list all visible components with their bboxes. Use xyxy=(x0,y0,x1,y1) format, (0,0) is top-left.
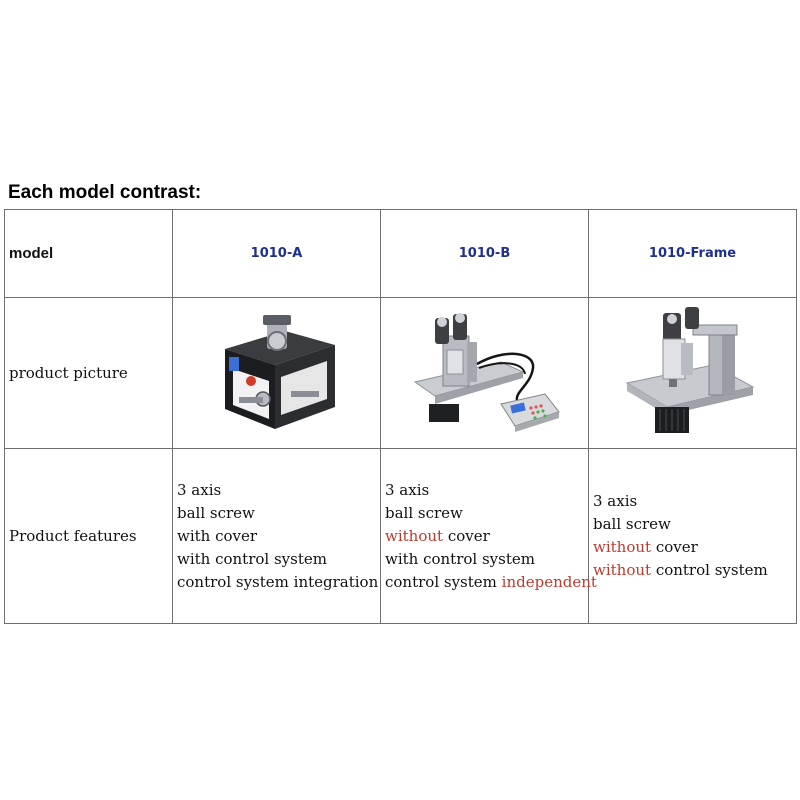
highlight-without: without xyxy=(593,538,652,556)
features-cell-1010-b xyxy=(381,449,597,624)
cnc-machine-enclosed-icon xyxy=(207,311,347,436)
feature-line: control system independent xyxy=(385,572,597,591)
model-contrast-table xyxy=(4,209,797,624)
highlight-without: without xyxy=(385,526,444,545)
feature-line: 3 axis xyxy=(385,480,430,499)
table-row-model xyxy=(5,210,797,298)
model-name-1010-frame: 1010-Frame xyxy=(589,210,797,298)
table-row-features xyxy=(5,449,797,624)
cnc-machine-with-controller-icon xyxy=(405,308,565,438)
feature-line: control system integration xyxy=(177,572,379,591)
highlight-independent: independent xyxy=(501,572,597,591)
row-label-features: Product features xyxy=(5,449,173,624)
feature-line: 3 axis xyxy=(177,480,222,499)
features-cell-1010-frame xyxy=(589,449,797,624)
picture-cell-1010-a xyxy=(173,298,381,449)
feature-line: without cover xyxy=(593,538,698,556)
model-name-1010-b: 1010-B xyxy=(381,210,589,298)
cnc-machine-frame-icon xyxy=(613,303,773,443)
table-row-picture xyxy=(5,298,797,449)
feature-line: ball screw xyxy=(385,503,463,522)
feature-line: with control system xyxy=(385,549,535,568)
feature-line: without control system xyxy=(593,561,768,579)
feature-line: with control system xyxy=(177,549,327,568)
features-cell-1010-a xyxy=(173,449,381,624)
feature-line: without cover xyxy=(385,526,490,545)
feature-line: 3 axis xyxy=(593,492,638,510)
feature-line: ball screw xyxy=(593,515,671,533)
picture-cell-1010-b xyxy=(381,298,589,449)
highlight-without: without xyxy=(593,561,652,579)
feature-line: with cover xyxy=(177,526,258,545)
page-heading: Each model contrast: xyxy=(8,182,202,203)
model-name-1010-a: 1010-A xyxy=(173,210,381,298)
feature-line: ball screw xyxy=(177,503,255,522)
picture-cell-1010-frame xyxy=(589,298,797,449)
row-label-model: model xyxy=(5,210,173,298)
row-label-picture: product picture xyxy=(5,298,173,449)
